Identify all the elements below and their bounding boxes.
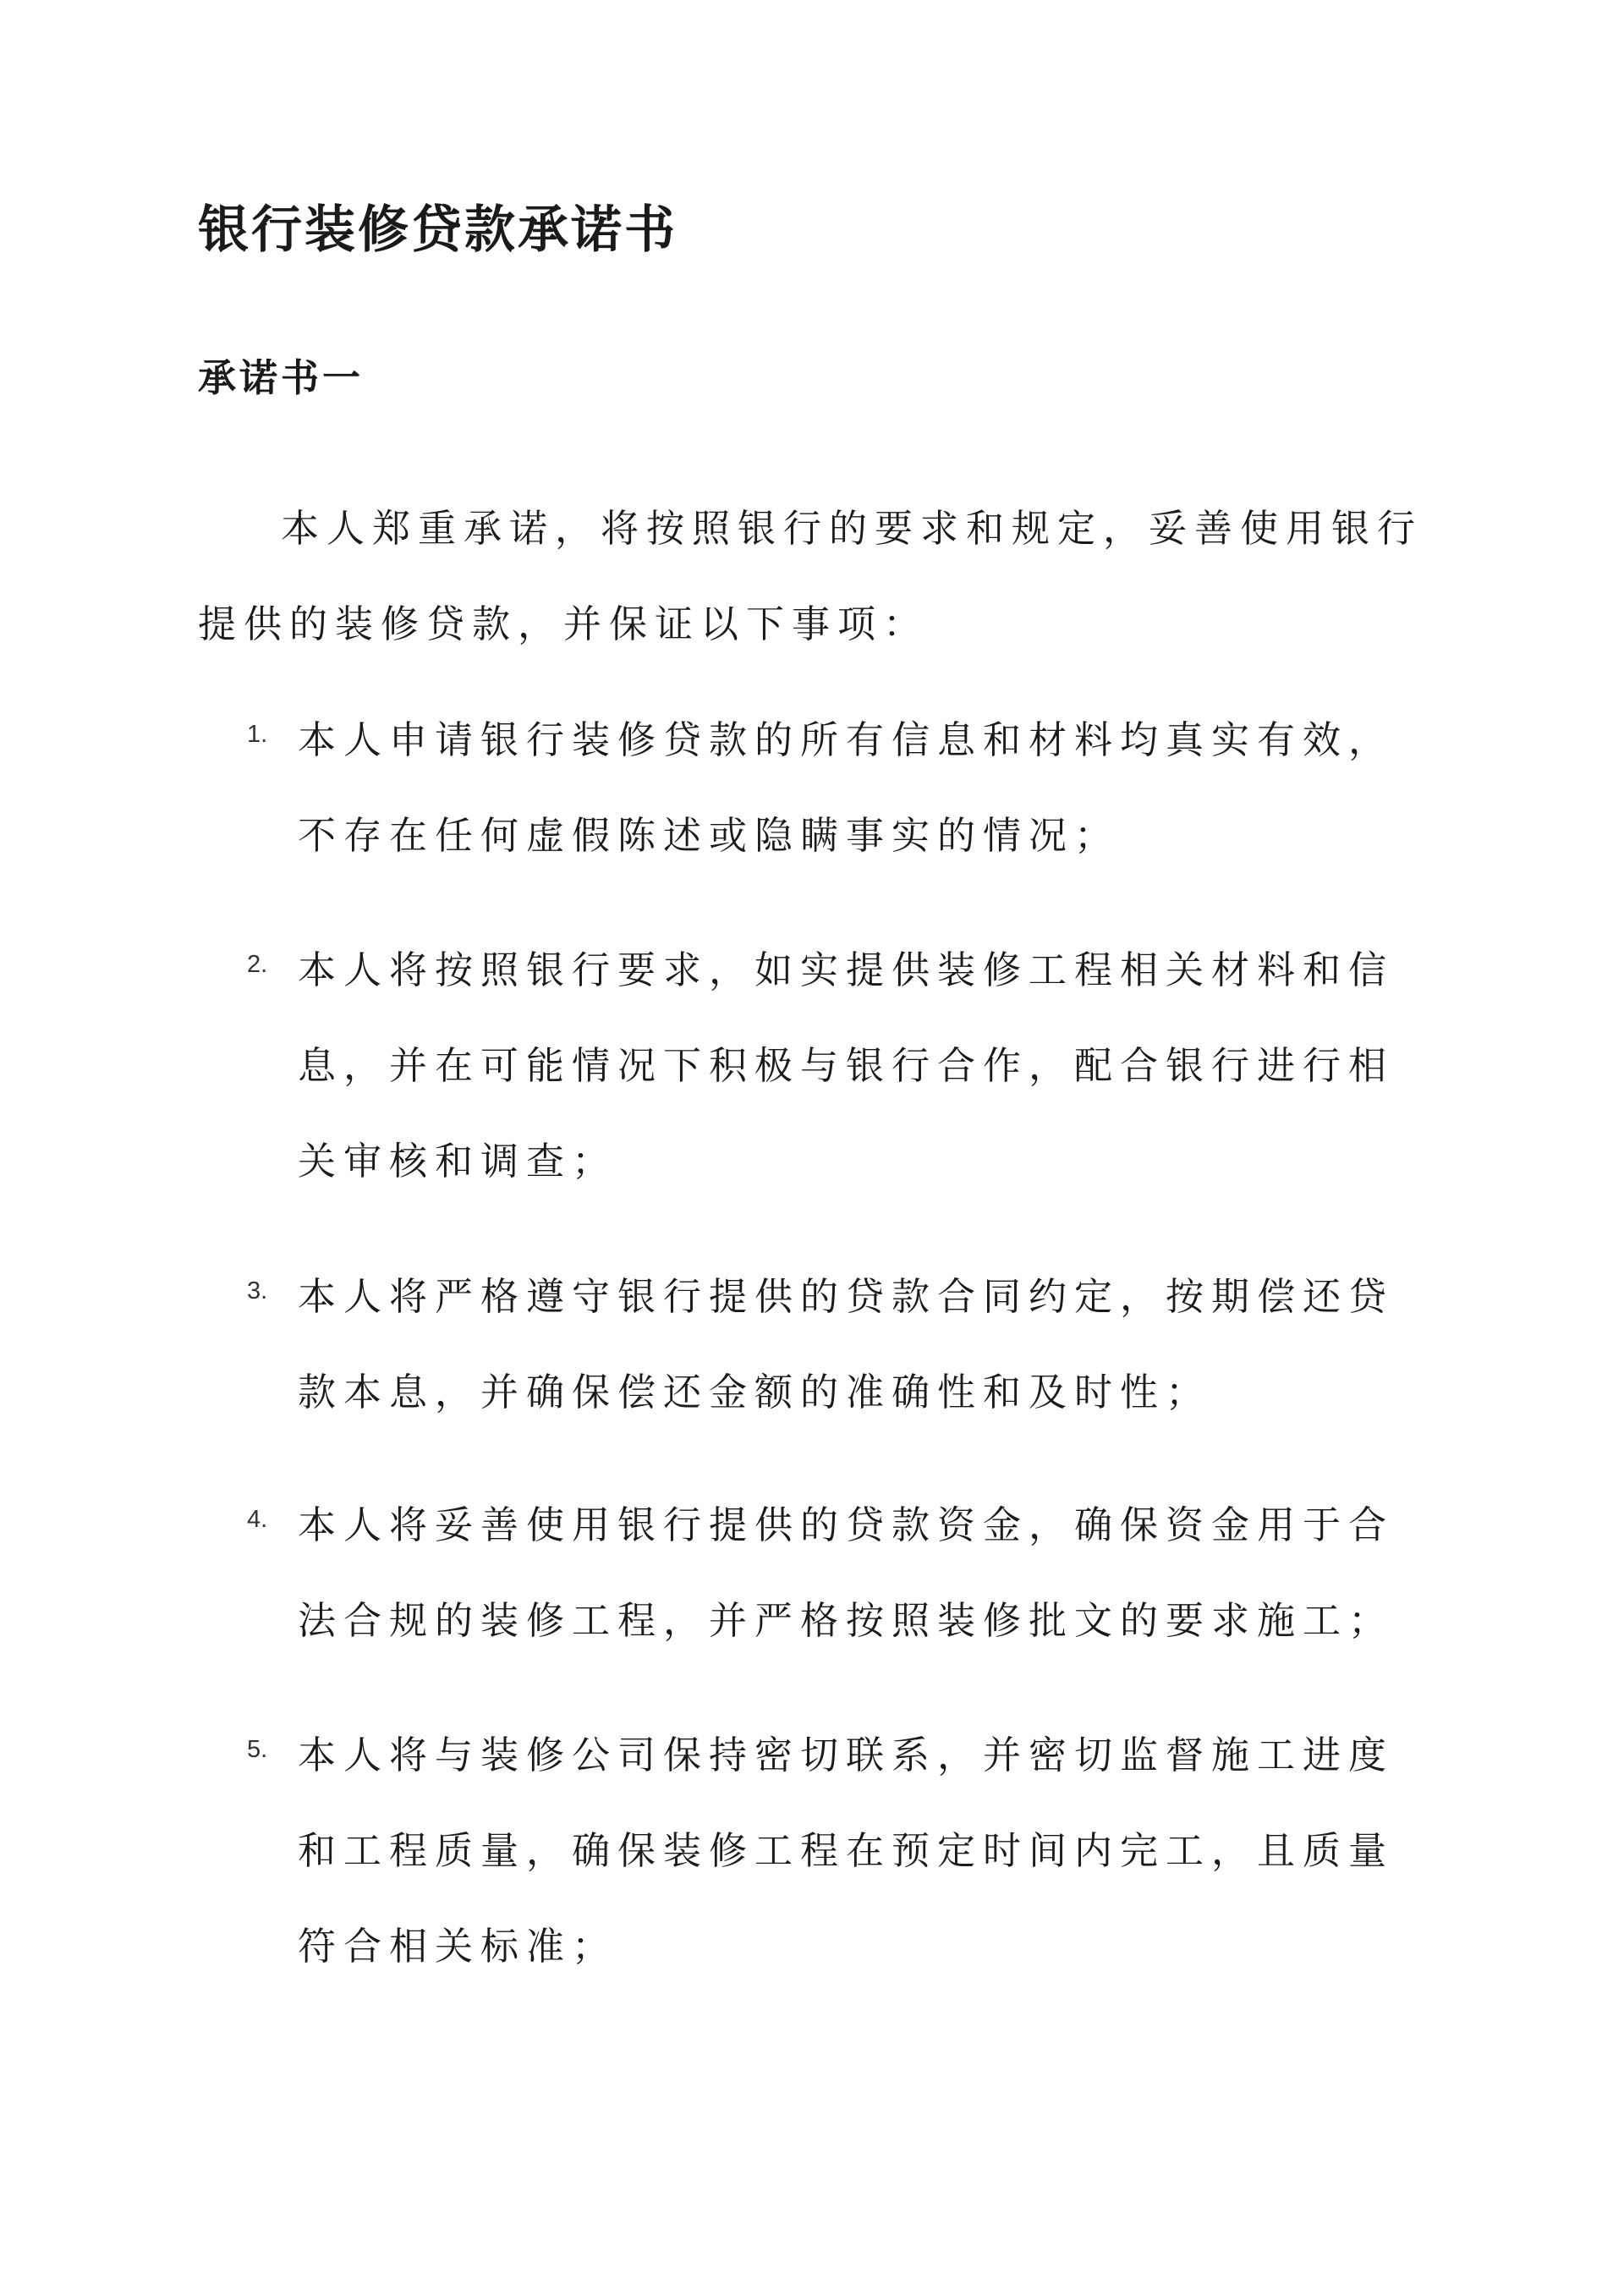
list-number: 5. xyxy=(247,1736,268,1763)
list-number: 1. xyxy=(247,721,268,748)
commitment-text: 本人将按照银行要求，如实提供装修工程相关材料和信息，并在可能情况下积极与银行合作，配合银行进行相关审核和调查； xyxy=(298,948,1395,1184)
list-number: 3. xyxy=(247,1277,268,1305)
commitment-text: 本人将与装修公司保持密切联系，并密切监督施工进度和工程质量，确保装修工程在预定时间内完工，且质量符合相关标准； xyxy=(298,1733,1395,1969)
list-number: 2. xyxy=(247,951,268,978)
list-number: 4. xyxy=(247,1506,268,1533)
commitment-text: 本人将严格遵守银行提供的贷款合同约定，按期偿还贷款本息，并确保偿还金额的准确性和及时性； xyxy=(298,1274,1395,1414)
section-heading: 承诺书一 xyxy=(198,355,365,400)
commitment-text: 本人申请银行装修贷款的所有信息和材料均真实有效，不存在任何虚假陈述或隐瞒事实的情况； xyxy=(298,717,1395,858)
intro-paragraph: 本人郑重承诺，将按照银行的要求和规定，妥善使用银行提供的装修贷款，并保证以下事项： xyxy=(198,506,1424,646)
commitment-text: 本人将妥善使用银行提供的贷款资金，确保资金用于合法合规的装修工程，并严格按照装修批文的要求施工； xyxy=(298,1502,1395,1643)
document-title: 银行装修贷款承诺书 xyxy=(198,200,678,260)
